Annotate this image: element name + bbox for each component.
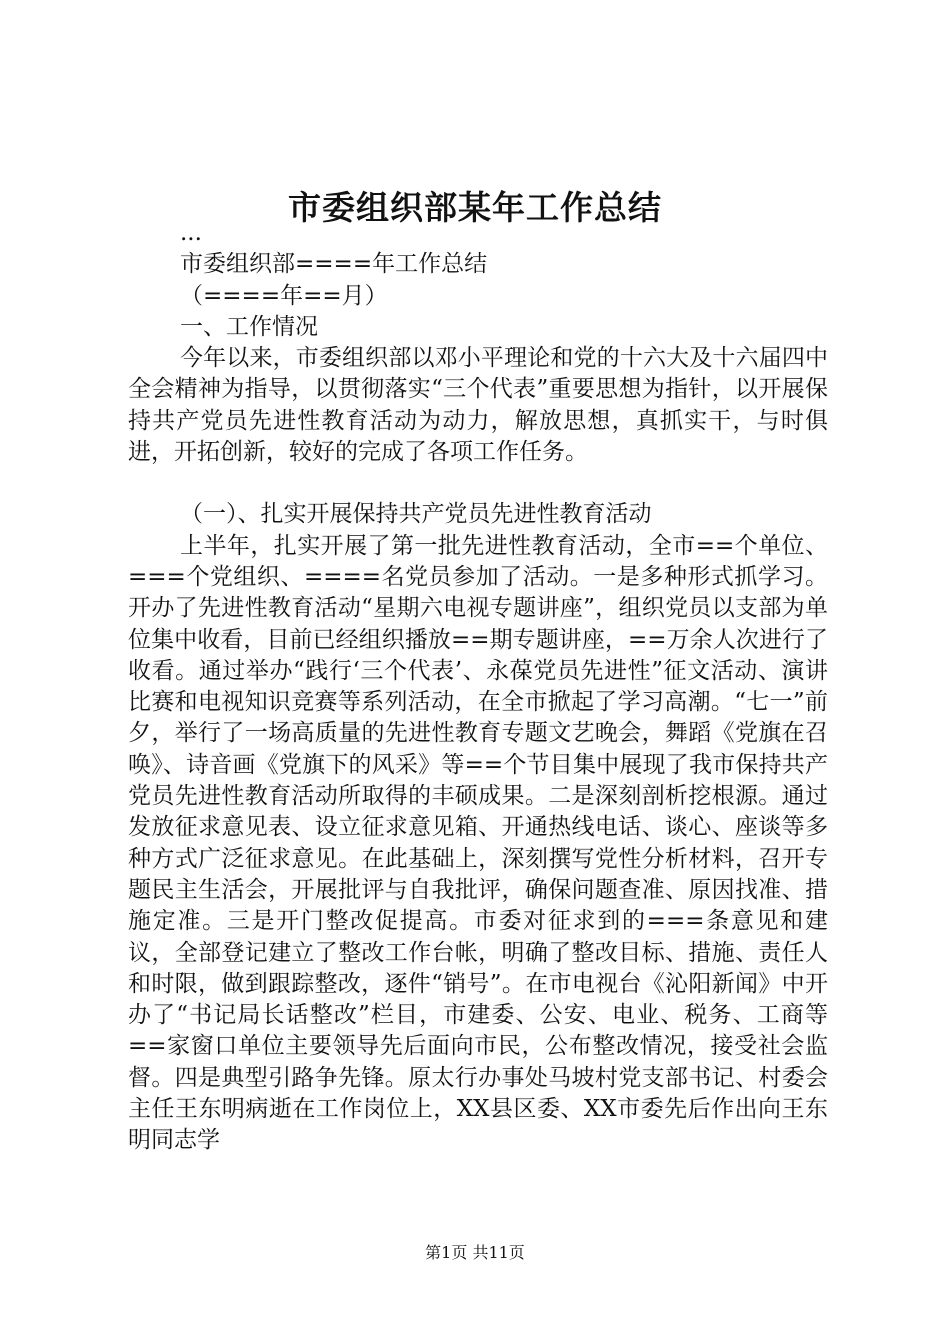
subtitle-line: 市委组织部====年工作总结 — [180, 251, 488, 278]
section-heading: 一、工作情况 — [180, 313, 318, 340]
page-number-footer: 第1页 共11页 — [425, 1243, 525, 1262]
date-line: （====年==月） — [180, 282, 388, 309]
main-paragraph: 上半年，扎实开展了第一批先进性教育活动，全市==个单位、===个党组织、====名党员参加了活动。一是多种形式抓学习。开办了先进性教育活动“星期六电视专题讲座”，组织党员以支部为单位集中收看，目前已经组织播放==期专题讲座，==万余人次进行了收看。通过举办“践行‘三个代表’、永葆党员先进性”征文活动、演讲比赛和电视知识竞赛等系列活动，在全市掀起了学习高潮。“七一”前夕，举行了一场高质量的先进性教育专题文艺晚会，舞蹈《党旗在召唤》、诗音画《党旗下的风采》等==个节目集中展现了我市保持共产党员先进性教育活动所取得的丰硕成果。二是深刻剖析挖根源。通过发放征求意见表、设立征求意见箱、开通热线电话、谈心、座谈等多种方式广泛征求意见。在此基础上，深刻撰写党性分析材料，召开专题民主生活会，开展批评与自我批评，确保问题查准、原因找准、措施定准。三是开门整改促提高。市委对征求到的===条意见和建议，全部登记建立了整改工作台帐，明确了整改目标、措施、责任人和时限，做到跟踪整改，逐件“销号”。在市电视台《沁阳新闻》中开办了“书记局长话整改”栏目，市建委、公安、电业、税务、工商等==家窗口单位主要领导先后面向市民，公布整改情况，接受社会监督。四是典型引路争先锋。原太行办事处马坡村党支部书记、村委会主任王东明病逝在工作岗位上，XX县区委、XX市委先后作出向王东明同志学 — [128, 532, 828, 1154]
document-title: 市委组织部某年工作总结 — [288, 188, 662, 227]
intro-paragraph: 今年以来，市委组织部以邓小平理论和党的十六大及十六届四中全会精神为指导，以贯彻落实“三个代表”重要思想为指针，以开展保持共产党员先进性教育活动为动力，解放思想，真抓实干，与时俱进，开拓创新，较好的完成了各项工作任务。 — [128, 345, 828, 466]
document-body — [128, 218, 828, 1157]
paragraph-gap — [128, 468, 828, 499]
ellipsis-line: ... — [180, 220, 202, 246]
subsection-heading: （一）、扎实开展保持共产党员先进性教育活动 — [180, 501, 652, 528]
